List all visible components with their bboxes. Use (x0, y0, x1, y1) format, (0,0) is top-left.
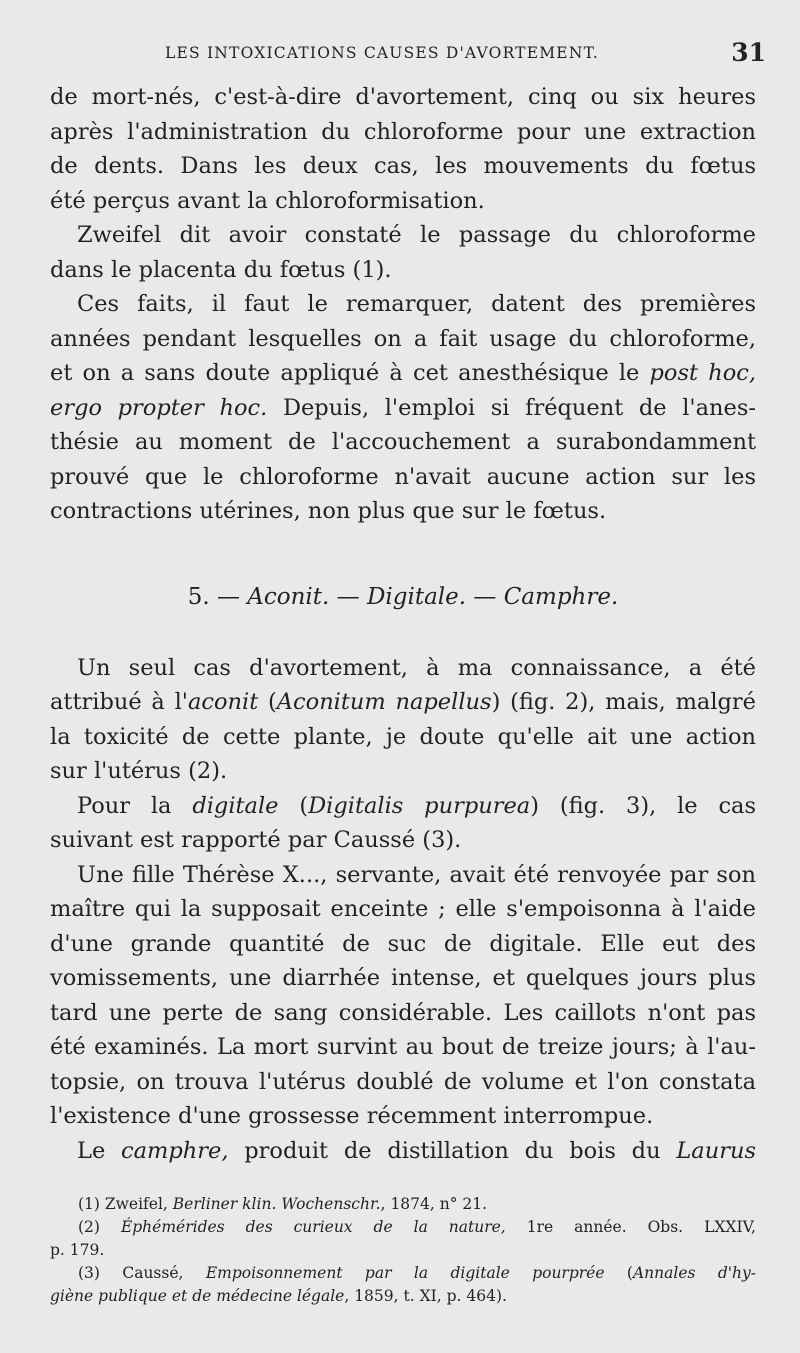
text-line: vomissements, une diarrhée intense, et quelques jours plus (50, 965, 756, 991)
text-line: été examinés. La mort survint au bout de treize jours; à l'au- (50, 1034, 756, 1060)
footnote-text: (3) Caussé, (78, 1264, 206, 1282)
section-title-aconit: Aconit. (247, 584, 330, 610)
footnote-3 (50, 1262, 756, 1285)
main-text (50, 80, 756, 1168)
section-heading (50, 580, 756, 614)
text-run: produit de distillation du bois du (228, 1137, 677, 1164)
footnote-citation: Annales d'hy- (632, 1264, 756, 1282)
section-separator: — (329, 584, 367, 610)
text-line: Ces faits, il faut le remarquer, datent des premières (77, 291, 756, 317)
plant-name: digitale (192, 792, 279, 819)
latin-name: Digitalis purpurea (308, 792, 531, 819)
text-line: contractions utérines, non plus que sur le fœtus. (50, 498, 607, 524)
footnote-3-cont (50, 1285, 756, 1308)
text-line: dans le placenta du fœtus (1). (50, 256, 392, 283)
latin-phrase: post hoc, (649, 360, 756, 386)
footnote-text: (2) (78, 1218, 121, 1236)
latin-name: Aconitum napellus (276, 689, 492, 715)
section-title-digitale: Digitale. (366, 584, 467, 610)
text-run: et on a sans doute appliqué à cet anesthésique le (50, 360, 650, 386)
text-run: ( (278, 792, 309, 819)
running-head (0, 38, 800, 78)
text-line: maître qui la supposait enceinte ; elle s'empoisonna à l'aide (50, 896, 756, 922)
text-line: prouvé que le chloroforme n'avait aucune action sur les (50, 463, 756, 490)
text-line: de mort-nés, c'est-à-dire d'avortement, cinq ou six heures (50, 84, 756, 110)
text-run: ) (fig. 2), mais, malgré (491, 689, 756, 715)
footnote-text: , 1874, n° 21. (380, 1195, 488, 1213)
footnote-text: ( (604, 1264, 633, 1282)
latin-name: Laurus (676, 1137, 756, 1164)
footnote-citation: Berliner klin. Wochenschr. (172, 1195, 381, 1213)
footnote-text: (1) Zweifel, (78, 1195, 173, 1213)
text-line: la toxicité de cette plante, je doute qu'elle ait une action (50, 723, 756, 750)
text-run: Depuis, l'emploi si fréquent de l'anes- (267, 394, 756, 421)
section-number: 5. — (187, 584, 248, 610)
page-number: 31 (731, 38, 766, 67)
footnote-1 (50, 1193, 756, 1216)
text-line: thésie au moment de l'accouchement a surabondamment (50, 429, 756, 455)
footnote-text: , 1859, t. XI, p. 464). (344, 1287, 507, 1305)
text-line: topsie, on trouva l'utérus doublé de volume et l'on constata (50, 1068, 756, 1095)
section-separator: — (466, 584, 504, 610)
text-run: attribué à l' (50, 689, 188, 715)
latin-phrase: ergo propter hoc. (50, 394, 268, 421)
text-line: Un seul cas d'avortement, à ma connaissance, a été (77, 654, 756, 681)
text-line: de dents. Dans les deux cas, les mouvements du fœtus (50, 153, 756, 179)
text-line: d'une grande quantité de suc de digitale. Elle eut des (50, 930, 756, 957)
footnote-citation: giène publique et de médecine légale (50, 1287, 345, 1305)
text-line: suivant est rapporté par Caussé (3). (50, 827, 462, 853)
text-line: l'existence d'une grossesse récemment interrompue. (50, 1103, 654, 1129)
text-line: tard une perte de sang considérable. Les caillots n'ont pas (50, 999, 756, 1026)
plant-name: camphre, (121, 1137, 229, 1164)
text-run: ( (258, 689, 277, 715)
text-run: Pour la (77, 792, 193, 819)
text-line: années pendant lesquelles on a fait usage du chloroforme, (50, 325, 756, 352)
text-line (50, 685, 756, 720)
footnote-text: 1re année. Obs. LXXIV, (505, 1218, 756, 1236)
text-line: Zweifel dit avoir constaté le passage du chloroforme (77, 222, 756, 248)
text-line (50, 356, 756, 391)
text-line: après l'administration du chloroforme pour une extraction (50, 118, 756, 145)
footnote-citation: Éphémérides des curieux de la nature, (120, 1218, 506, 1236)
plant-name: aconit (187, 689, 259, 715)
text-run: ) (fig. 3), le cas (530, 792, 756, 819)
section-title-camphre: Camphre. (503, 584, 619, 610)
text-line (50, 1134, 756, 1169)
footnotes (50, 1193, 756, 1308)
text-line: Une fille Thérèse X..., servante, avait été renvoyée par son (77, 861, 756, 888)
footnote-2-cont: p. 179. (50, 1241, 105, 1259)
text-line: été perçus avant la chloroformisation. (50, 187, 485, 214)
text-line: sur l'utérus (2). (50, 758, 228, 784)
text-line (50, 789, 756, 824)
text-run: Le (77, 1137, 122, 1164)
footnote-citation: Empoisonnement par la digitale pourprée (205, 1264, 605, 1282)
running-title: LES INTOXICATIONS CAUSES D'AVORTEMENT. (165, 44, 599, 62)
text-line (50, 391, 756, 426)
footnote-2 (50, 1216, 756, 1239)
